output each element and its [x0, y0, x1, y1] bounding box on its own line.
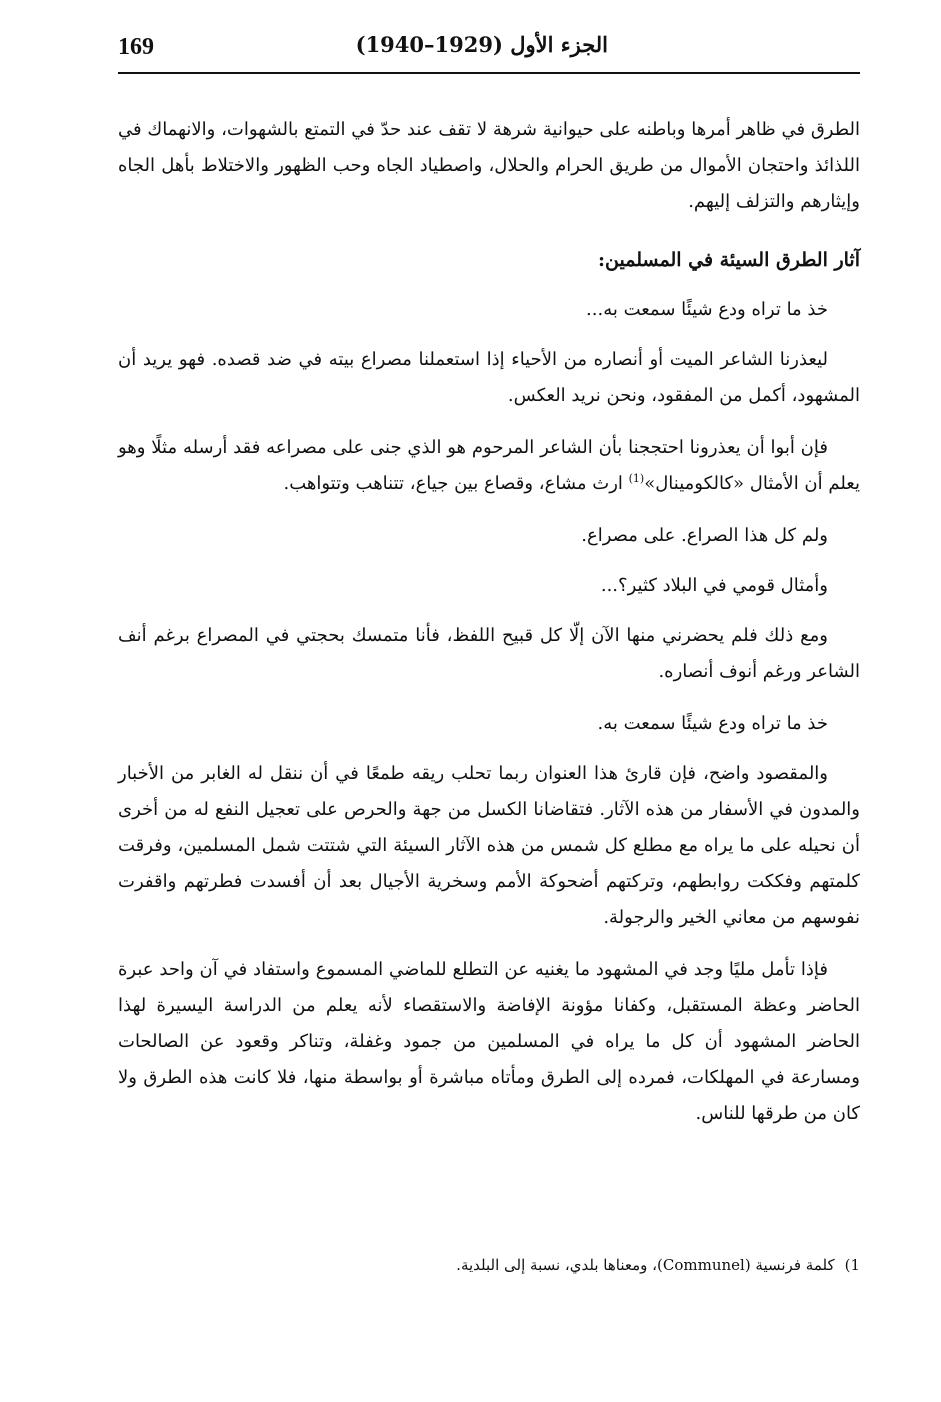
- verse-line-1: خذ ما تراه ودع شيئًا سمعت به...: [586, 299, 828, 320]
- section-heading: آثار الطرق السيئة في المسلمين:: [598, 249, 860, 271]
- running-title: الجزء الأول (1929–1940): [355, 32, 608, 57]
- footnote-reference: (1): [628, 472, 645, 485]
- main-text: [118, 112, 860, 1148]
- paragraph-3-part-1: فإن أبوا أن يعذرونا احتججنا بأن الشاعر المرحوم هو الذي جنى على مصراعه فقد أرسله مثلًا وهو يعلم أن الأمثال «كالكومينال»: [118, 437, 860, 494]
- paragraph-3: [118, 430, 860, 502]
- verse-line-2: ولم كل هذا الصراع. على مصراع.: [581, 525, 828, 546]
- page-number: 169: [118, 34, 154, 60]
- paragraph-6: فإذا تأمل مليًا وجد في المشهود ما يغنيه عن التطلع للماضي المسموع واستفاد في آن واحد عبرة الحاضر وعظة المستقبل، وكفانا مؤونة الإفاضة والاستقصاء لأنه يعلم من الدراسة اليسيرة لهذا الحاضر المشهود أن كل ما يراه في المسلمين من جمود وغفلة، وتناكر وقعود عن الصالحات ومسارعة في المهلكات، فمرده إلى الطرق ومأتاه مباشرة أو بواسطة منها، فلا كانت هذه الطرق ولا كان من طرقها للناس.: [118, 959, 860, 1124]
- footnote-text: كلمة فرنسية (Communel)، ومعناها بلدي، نسبة إلى البلدية.: [456, 1256, 835, 1274]
- paragraph-1: الطرق في ظاهر أمرها وباطنه على حيوانية شرهة لا تقف عند حدّ في التمتع بالشهوات، والانهماك في اللذائذ واحتجان الأموال من طريق الحرام والحلال، واصطياد الجاه وحب الظهور والاختلاط بأهل الجاه وإيثارهم والتزلف إليهم.: [118, 119, 860, 212]
- paragraph-3-part-2: ارث مشاع، وقصاع بين جياع، تتناهب وتتواهب.: [283, 473, 629, 494]
- paragraph-2: ليعذرنا الشاعر الميت أو أنصاره من الأحياء إذا استعملنا مصراع بيته في ضد قصده. فهو يريد أن المشهود، أكمل من المفقود، ونحن نريد العكس.: [118, 349, 860, 406]
- footnote-number: 1): [844, 1256, 860, 1274]
- page-header: [118, 30, 860, 72]
- verse-line-3: وأمثال قومي في البلاد كثير؟...: [600, 575, 828, 596]
- verse-line-4: خذ ما تراه ودع شيئًا سمعت به.: [597, 713, 828, 734]
- paragraph-4: ومع ذلك فلم يحضرني منها الآن إلّا كل قبيح اللفظ، فأنا متمسك بحجتي في المصراع برغم أنف الشاعر ورغم أنوف أنصاره.: [118, 625, 860, 682]
- header-rule: [118, 72, 860, 74]
- footnote: [118, 1252, 860, 1278]
- paragraph-5: والمقصود واضح، فإن قارئ هذا العنوان ربما تحلب ريقه طمعًا في أن ننقل له الغابر من الأخبار والمدون في الأسفار من هذه الآثار. فتقاضانا الكسل من جهة والحرص على تعجيل النفع له من أخرى أن نحيله على ما يراه مع مطلع كل شمس من هذه الآثار السيئة التي شتتت شمل المسلمين، وفرقت كلمتهم وفككت روابطهم، وتركتهم أضحوكة الأمم وسخرية الأجيال بعد أن أفسدت فطرتهم واقفرت نفوسهم من معاني الخير والرجولة.: [118, 763, 860, 928]
